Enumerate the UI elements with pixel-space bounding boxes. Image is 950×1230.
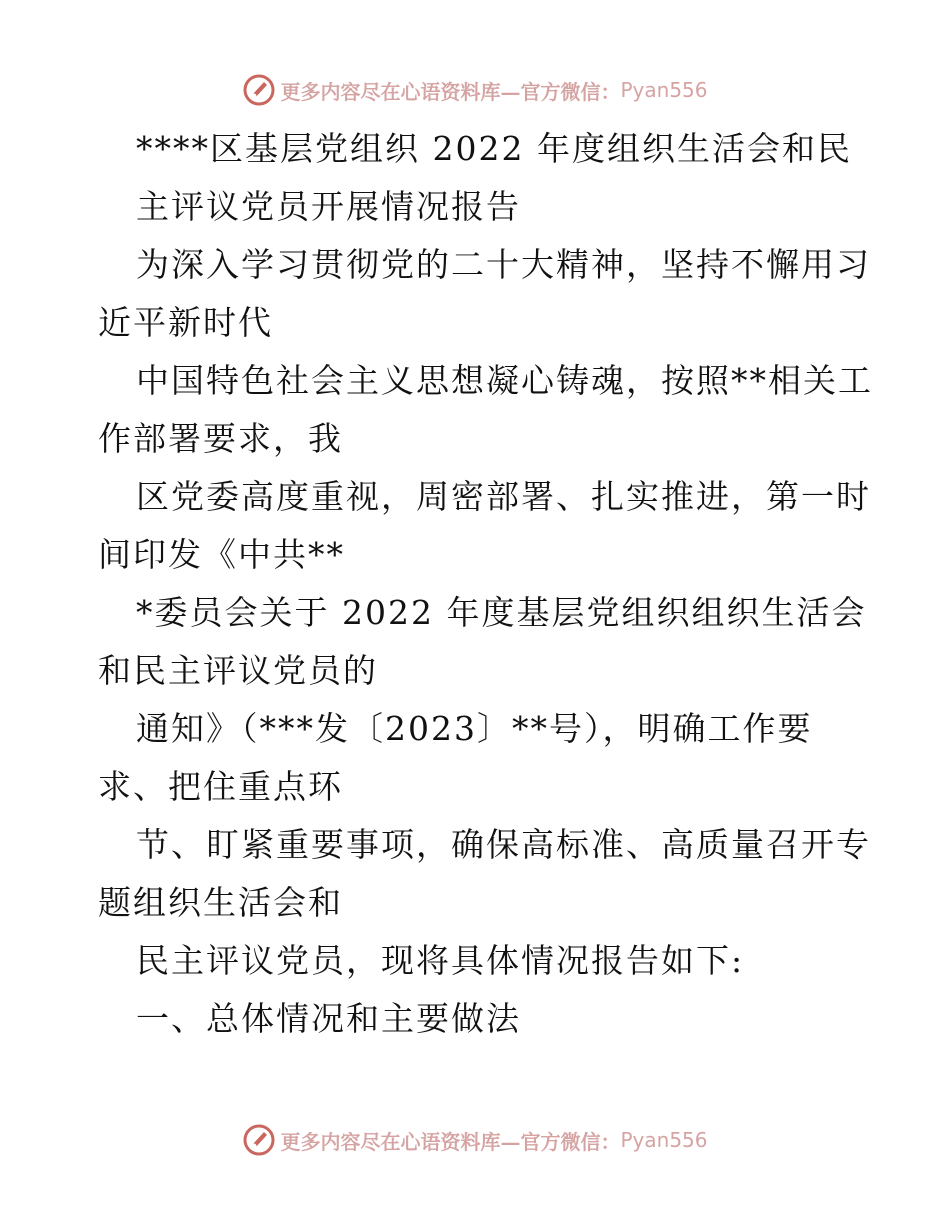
document-line: 区党委高度重视，周密部署、扎实推进，第一时 bbox=[136, 477, 871, 516]
document-line: 和民主评议党员的 bbox=[98, 651, 378, 690]
document-body bbox=[98, 120, 873, 1048]
document-line: 求、把住重点环 bbox=[98, 767, 343, 806]
watermark-wechat-id: Pyan556 bbox=[620, 1128, 708, 1152]
document-line: 通知》（***发〔2023〕**号），明确工作要 bbox=[136, 709, 813, 748]
document-line: 民主评议党员，现将具体情况报告如下: bbox=[136, 941, 745, 980]
watermark-text: 更多内容尽在心语资料库—官方微信： bbox=[280, 1129, 621, 1154]
document-line: 主评议党员开展情况报告 bbox=[136, 187, 521, 226]
watermark-wechat-id: Pyan556 bbox=[620, 78, 708, 102]
watermark-banner-bottom bbox=[0, 1120, 950, 1160]
watermark-text: 更多内容尽在心语资料库—官方微信： bbox=[280, 79, 621, 104]
document-line: 近平新时代 bbox=[98, 303, 273, 342]
document-line: ****区基层党组织 2022 年度组织生活会和民 bbox=[136, 129, 852, 168]
document-line: 间印发《中共** bbox=[98, 535, 345, 574]
logo-icon bbox=[242, 1123, 276, 1157]
document-line: 题组织生活会和 bbox=[98, 883, 343, 922]
document-line: 一、总体情况和主要做法 bbox=[136, 999, 521, 1038]
document-line: 为深入学习贯彻党的二十大精神，坚持不懈用习 bbox=[136, 245, 871, 284]
document-line: 作部署要求，我 bbox=[98, 419, 343, 458]
document-line: 节、盯紧重要事项，确保高标准、高质量召开专 bbox=[136, 825, 871, 864]
logo-icon bbox=[242, 73, 276, 107]
document-line: *委员会关于 2022 年度基层党组织组织生活会 bbox=[136, 593, 867, 632]
watermark-banner-top bbox=[0, 70, 950, 110]
document-line: 中国特色社会主义思想凝心铸魂，按照**相关工 bbox=[136, 361, 873, 400]
